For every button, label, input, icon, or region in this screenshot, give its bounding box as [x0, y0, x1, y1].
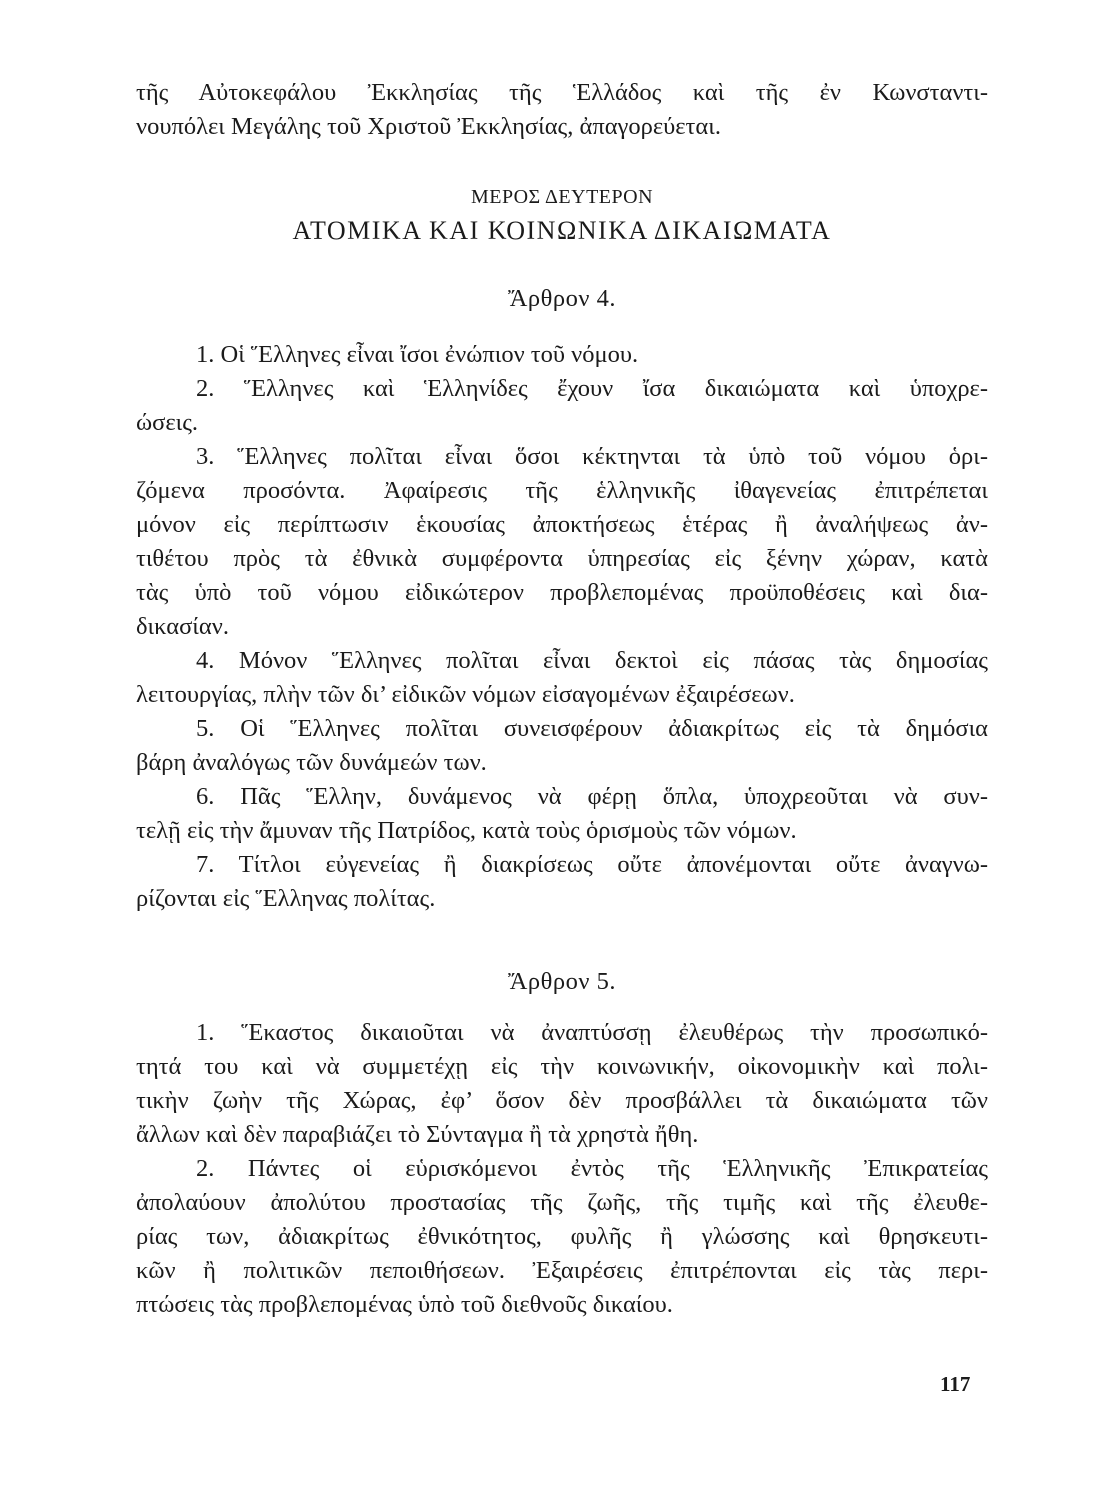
article-5-line-9: πτώσεις τὰς προβλεπομένας ὑπὸ τοῦ διεθνοῦς δικαίου. — [136, 1291, 673, 1318]
part-label: ΜΕΡΟΣ ΔΕΥΤΕΡΟΝ — [470, 186, 654, 208]
article-4-line-3: ώσεις. — [136, 409, 199, 436]
article-4-line-1: 1. Οἱ Ἕλληνες εἶναι ἴσοι ἐνώπιον τοῦ νόμου. — [196, 341, 639, 368]
article-4-line-7: τιθέτου πρὸς τὰ ἐθνικὰ συμφέροντα ὑπηρεσίας εἰς ξένην χώραν, κατὰ — [136, 545, 988, 572]
article-4-line-4: 3. Ἕλληνες πολῖται εἶναι ὅσοι κέκτηνται τὰ ὑπὸ τοῦ νόμου ὁρι- — [196, 443, 988, 470]
article-4-line-13: βάρη ἀναλόγως τῶν δυνάμεών των. — [136, 749, 487, 776]
intro-paragraph — [136, 76, 988, 144]
article-4-body — [136, 338, 988, 916]
article-4-line-2: 2. Ἕλληνες καὶ Ἑλληνίδες ἔχουν ἴσα δικαιώματα καὶ ὑποχρε- — [196, 375, 988, 402]
page-number: 117 — [940, 1372, 971, 1396]
intro-line-2: νουπόλει Μεγάλης τοῦ Χριστοῦ Ἐκκλησίας, ἀπαγορεύεται. — [136, 113, 721, 140]
article-5-heading: Ἄρθρον 5. — [508, 968, 616, 995]
article-5-line-7: ρίας των, ἀδιακρίτως ἐθνικότητος, φυλῆς ἢ γλώσσης καὶ θρησκευτι- — [136, 1223, 988, 1250]
article-5-line-6: ἀπολαύουν ἀπολύτου προστασίας τῆς ζωῆς, τῆς τιμῆς καὶ τῆς ἐλευθε- — [136, 1189, 988, 1216]
intro-line-1: τῆς Αὐτοκεφάλου Ἐκκλησίας τῆς Ἑλλάδος καὶ τῆς ἐν Κωνσταντι- — [136, 79, 988, 106]
article-4-line-5: ζόμενα προσόντα. Ἀφαίρεσις τῆς ἑλληνικῆς ἰθαγενείας ἐπιτρέπεται — [136, 477, 988, 504]
article-5-line-3: τικὴν ζωὴν τῆς Χώρας, ἐφ’ ὅσον δὲν προσβάλλει τὰ δικαιώματα τῶν — [136, 1087, 988, 1114]
article-5-line-2: τητά του καὶ νὰ συμμετέχῃ εἰς τὴν κοινωνικήν, οἰκονομικὴν καὶ πολι- — [136, 1053, 988, 1080]
article-5-body — [136, 1016, 988, 1322]
article-4-line-17: ρίζονται εἰς Ἕλληνας πολίτας. — [136, 885, 436, 912]
article-4-line-9: δικασίαν. — [136, 613, 229, 640]
article-5-line-5: 2. Πάντες οἱ εὑρισκόμενοι ἐντὸς τῆς Ἑλληνικῆς Ἐπικρατείας — [196, 1155, 988, 1182]
article-4-line-6: μόνον εἰς περίπτωσιν ἑκουσίας ἀποκτήσεως ἑτέρας ἢ ἀναλήψεως ἀν- — [136, 511, 988, 538]
article-4-line-10: 4. Μόνον Ἕλληνες πολῖται εἶναι δεκτοὶ εἰς πάσας τὰς δημοσίας — [196, 647, 988, 674]
article-5-line-1: 1. Ἕκαστος δικαιοῦται νὰ ἀναπτύσσῃ ἐλευθέρως τὴν προσωπικό- — [196, 1019, 988, 1046]
article-4-line-11: λειτουργίας, πλὴν τῶν δι’ εἰδικῶν νόμων εἰσαγομένων ἐξαιρέσεων. — [136, 681, 795, 708]
article-4-line-12: 5. Οἱ Ἕλληνες πολῖται συνεισφέρουν ἀδιακρίτως εἰς τὰ δημόσια — [196, 715, 988, 742]
article-4-line-14: 6. Πᾶς Ἕλλην, δυνάμενος νὰ φέρῃ ὅπλα, ὑποχρεοῦται νὰ συν- — [196, 783, 988, 810]
article-5-line-8: κῶν ἢ πολιτικῶν πεποιθήσεων. Ἐξαιρέσεις ἐπιτρέπονται εἰς τὰς περι- — [136, 1257, 988, 1284]
article-4-line-16: 7. Τίτλοι εὐγενείας ἢ διακρίσεως οὔτε ἀπονέμονται οὔτε ἀναγνω- — [196, 851, 988, 878]
part-title: ΑΤΟΜΙΚΑ ΚΑΙ ΚΟΙΝΩΝΙΚΑ ΔΙΚΑΙΩΜΑΤΑ — [292, 216, 832, 245]
article-4-line-8: τὰς ὑπὸ τοῦ νόμου εἰδικώτερον προβλεπομένας προϋποθέσεις καὶ δια- — [136, 579, 988, 606]
article-5-line-4: ἄλλων καὶ δὲν παραβιάζει τὸ Σύνταγμα ἢ τὰ χρηστὰ ἤθη. — [136, 1121, 699, 1148]
article-4-line-15: τελῇ εἰς τὴν ἄμυναν τῆς Πατρίδος, κατὰ τοὺς ὁρισμοὺς τῶν νόμων. — [136, 817, 797, 844]
article-4-heading: Ἄρθρον 4. — [508, 285, 616, 312]
